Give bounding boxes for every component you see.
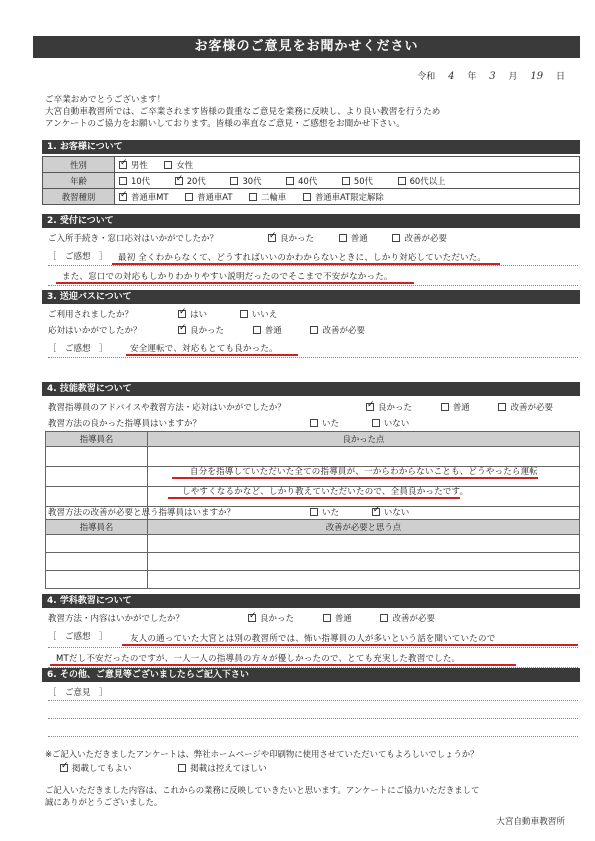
school-signature: 大宮自動車教習所	[496, 817, 565, 827]
option-label: 普通	[350, 234, 368, 244]
checkbox-icon[interactable]	[303, 193, 311, 201]
option-label: いた	[322, 419, 340, 429]
table-row	[46, 553, 580, 571]
checkbox-icon[interactable]	[230, 177, 238, 185]
option-decline[interactable]	[178, 762, 267, 774]
closing-line: 誠にありがとうございました。	[45, 797, 163, 807]
bus-service-question: 応対はいかがでしたか？	[48, 326, 142, 336]
table-cell[interactable]	[148, 535, 580, 553]
highlight-underline	[56, 282, 414, 284]
option-60s-plus[interactable]	[398, 175, 446, 187]
table-row	[43, 189, 580, 205]
comment-label: ［ ご感想 ］	[48, 632, 108, 642]
table-row	[43, 157, 580, 173]
row-label-gender: 性別	[43, 157, 115, 173]
closing-message	[45, 784, 575, 808]
checkbox-icon[interactable]	[240, 310, 248, 318]
row-label-course: 教習種別	[43, 189, 115, 205]
checkbox-icon[interactable]	[310, 508, 318, 516]
table-cell[interactable]	[46, 467, 148, 487]
column-header-instructor: 指導員名	[46, 432, 148, 447]
section-header-classroom-lessons: 4. 学科教習について	[42, 594, 580, 608]
checkbox-icon[interactable]	[119, 193, 127, 201]
option-label: 普通車AT限定解除	[314, 191, 384, 202]
option-at-limit[interactable]	[303, 191, 384, 203]
classroom-options	[248, 612, 449, 624]
reception-question: ご入所手続き・窓口応対はいかがでしたか？	[48, 234, 219, 244]
table-cell[interactable]	[148, 553, 580, 571]
checkbox-icon[interactable]	[398, 177, 406, 185]
section-header-other-comments: 6. その他、ご意見等ございましたらご記入下さい	[42, 668, 580, 682]
option-label: 普通車MT	[131, 191, 169, 202]
bus-service-options	[178, 324, 379, 336]
table-cell[interactable]	[46, 535, 148, 553]
checkbox-icon[interactable]	[339, 234, 347, 242]
option-30s[interactable]	[230, 175, 261, 187]
dotted-line[interactable]	[48, 718, 578, 719]
option-label: 普通	[264, 326, 282, 336]
checkbox-icon[interactable]	[323, 614, 331, 622]
option-good[interactable]	[268, 232, 314, 244]
option-label: 男性	[131, 159, 148, 170]
table-cell[interactable]	[148, 447, 580, 467]
table-row	[46, 447, 580, 467]
table-cell[interactable]	[46, 447, 148, 467]
date-line	[417, 69, 565, 82]
option-good[interactable]	[178, 324, 224, 336]
option-label: 掲載は控えてほしい	[190, 764, 267, 774]
checkbox-icon[interactable]	[178, 764, 186, 772]
checkbox-icon[interactable]	[119, 177, 127, 185]
option-label: 改善が必要	[404, 234, 447, 244]
classroom-comment-line[interactable]: 友人の通っていた大宮とは別の教習所では、怖い指導員の人が多いという話を聞いていたので	[130, 634, 496, 644]
option-allow[interactable]	[60, 762, 132, 774]
checkbox-icon[interactable]	[372, 508, 380, 516]
option-male[interactable]	[119, 159, 148, 171]
section-header-shuttle-bus: 3. 送迎バスについて	[42, 290, 580, 304]
improve-instructor-table	[45, 519, 580, 589]
highlight-underline	[122, 644, 578, 646]
option-label: いない	[383, 508, 410, 518]
date-day[interactable]: 19	[530, 71, 544, 82]
option-label: 40代	[298, 175, 318, 186]
good-instructor-options	[310, 417, 423, 429]
comment-label: ［ ご感想 ］	[48, 344, 108, 354]
option-no[interactable]	[372, 417, 410, 429]
option-label: 普通	[452, 403, 470, 413]
customer-table	[42, 156, 580, 205]
table-cell[interactable]	[46, 571, 148, 589]
age-options	[115, 173, 580, 189]
option-motorcycle[interactable]	[249, 191, 286, 203]
option-label: 30代	[242, 175, 262, 186]
option-needs-improvement[interactable]	[310, 324, 365, 336]
checkbox-icon[interactable]	[249, 193, 257, 201]
permission-options	[60, 762, 281, 774]
good-points-comment-line[interactable]: しやすくなるかなど、しかり教えていただいたので、全員良かったです。	[182, 487, 469, 497]
checkbox-icon[interactable]	[119, 161, 127, 169]
highlight-underline	[172, 477, 538, 479]
checkbox-icon[interactable]	[380, 614, 388, 622]
option-label: 改善が必要	[510, 403, 553, 413]
option-label: 改善が必要	[392, 614, 435, 624]
option-label: 普通	[334, 614, 352, 624]
dotted-line	[48, 647, 578, 648]
option-label: 50代	[353, 175, 373, 186]
table-cell[interactable]	[148, 571, 580, 589]
date-year[interactable]: 4	[448, 71, 455, 82]
checkbox-icon[interactable]	[310, 326, 318, 334]
dotted-line[interactable]	[48, 736, 578, 737]
option-yes[interactable]	[178, 308, 207, 320]
date-era: 令和	[417, 72, 436, 82]
option-good[interactable]	[248, 612, 294, 624]
option-10s[interactable]	[119, 175, 150, 187]
section-header-driving-lessons: 4. 技能教習について	[42, 382, 580, 396]
comment-label: ［ ご感想 ］	[48, 252, 108, 262]
option-normal[interactable]	[253, 324, 282, 336]
option-label: 10代	[131, 175, 151, 186]
bus-comment[interactable]: 安全運転で、対応もとても良かった。	[130, 344, 278, 354]
checkbox-icon[interactable]	[366, 403, 374, 411]
checkbox-icon[interactable]	[342, 177, 350, 185]
dotted-line	[48, 357, 578, 358]
option-label: 普通車AT	[197, 191, 233, 202]
option-normal[interactable]	[323, 612, 352, 624]
option-normal[interactable]	[441, 401, 470, 413]
option-mt[interactable]	[119, 191, 168, 203]
date-month-unit: 月	[508, 72, 518, 82]
greeting-line: ご卒業おめでとうございます！	[45, 95, 166, 105]
option-label: 良かった	[190, 326, 225, 336]
table-cell[interactable]	[46, 553, 148, 571]
dotted-line	[48, 265, 578, 266]
column-header-instructor: 指導員名	[46, 520, 148, 535]
date-year-unit: 年	[467, 72, 477, 82]
option-label: はい	[190, 310, 208, 320]
column-header-improvement-points: 改善が必要と思う点	[148, 520, 580, 535]
good-instructor-question: 教習方法の良かった指導員はいますか？	[48, 419, 202, 429]
checkbox-icon[interactable]	[372, 419, 380, 427]
option-label: 掲載してもよい	[72, 764, 132, 774]
checkbox-icon[interactable]	[185, 193, 193, 201]
option-at[interactable]	[185, 191, 232, 203]
highlight-underline	[126, 354, 298, 356]
option-label: 良かった	[280, 234, 315, 244]
option-label: 20代	[186, 175, 206, 186]
permission-question: ※ご記入いただきましたアンケートは、弊社ホームページや印刷物に使用させていただいてもよろしいでしょうか？	[45, 749, 479, 759]
section-header-reception: 2. 受付について	[42, 214, 580, 228]
checkbox-icon[interactable]	[60, 764, 68, 772]
highlight-underline	[50, 664, 516, 666]
reception-options	[268, 232, 461, 244]
bus-usage-options	[178, 308, 291, 320]
date-month[interactable]: 3	[489, 71, 496, 82]
greeting-line: 大宮自動車教習所では、ご卒業されます皆様の貴重なご意見を業務に反映し、より良い教習を行うため	[45, 107, 441, 117]
row-label-age: 年齢	[43, 173, 115, 189]
improve-instructor-options	[310, 506, 423, 518]
checkbox-icon[interactable]	[248, 614, 256, 622]
option-label: 60代以上	[409, 175, 446, 186]
improve-instructor-question: 教習方法の改善が必要と思う指導員はいますか？	[48, 508, 236, 518]
option-20s[interactable]	[175, 175, 206, 187]
option-needs-improvement[interactable]	[380, 612, 435, 624]
option-normal[interactable]	[339, 232, 368, 244]
comment-label: ［ ご意見 ］	[48, 688, 108, 698]
classroom-question: 教習方法・内容はいかがでしたか？	[48, 614, 185, 624]
option-label: いない	[383, 419, 410, 429]
checkbox-icon[interactable]	[164, 161, 172, 169]
page-title: お客様のご意見をお聞かせください	[33, 36, 580, 58]
option-yes[interactable]	[310, 417, 339, 429]
option-label: いた	[322, 508, 340, 518]
bus-usage-question: ご利用されましたか？	[48, 310, 134, 320]
table-header-row	[46, 432, 580, 447]
reception-comment-line[interactable]: また、窓口での対応もしかりわかりやすい説明だったのでそこまで不安がなかった。	[62, 272, 393, 282]
checkbox-icon[interactable]	[392, 234, 400, 242]
table-row	[43, 173, 580, 189]
reception-comment-line[interactable]: 最初 全くわからなくて、どうすればいいのかわからないときに、しかり対応していただいた。	[118, 253, 487, 263]
option-label: いいえ	[251, 310, 278, 320]
option-needs-improvement[interactable]	[392, 232, 447, 244]
option-needs-improvement[interactable]	[498, 401, 553, 413]
checkbox-icon[interactable]	[268, 234, 276, 242]
option-good[interactable]	[366, 401, 412, 413]
checkbox-icon[interactable]	[178, 326, 186, 334]
gender-options	[115, 157, 580, 173]
checkbox-icon[interactable]	[178, 310, 186, 318]
option-40s[interactable]	[286, 175, 317, 187]
option-yes[interactable]	[310, 506, 339, 518]
closing-line: ご記入いただきました内容は、これからの業務に反映していきたいと思います。アンケートにご協力いただきまして	[45, 785, 480, 795]
course-options	[115, 189, 580, 205]
table-cell[interactable]	[46, 487, 148, 507]
option-label: 良かった	[378, 403, 413, 413]
table-row	[46, 535, 580, 553]
option-label: 二輪車	[261, 191, 287, 202]
option-50s[interactable]	[342, 175, 373, 187]
option-female[interactable]	[164, 159, 193, 171]
section-header-customer: 1. お客様について	[42, 140, 580, 154]
good-points-comment-line[interactable]: 自分を指導していただいた全ての指導員が、一からわからないことも、どうやったら運転	[190, 467, 539, 477]
checkbox-icon[interactable]	[441, 403, 449, 411]
greeting-line: アンケートのご協力をお願いしております。皆様の率直なご意見・ご感想をお聞かせ下さい。	[45, 119, 405, 129]
table-row	[46, 571, 580, 589]
instructor-options	[366, 401, 553, 413]
option-label: 改善が必要	[322, 326, 365, 336]
option-label: 良かった	[260, 614, 295, 624]
checkbox-icon[interactable]	[310, 419, 318, 427]
table-header-row	[46, 520, 580, 535]
checkbox-icon[interactable]	[253, 326, 261, 334]
instructor-question: 教習指導員のアドバイスや教習方法・応対はいかがでしたか？	[48, 403, 286, 413]
date-day-unit: 日	[555, 72, 565, 82]
checkbox-icon[interactable]	[498, 403, 506, 411]
highlight-underline	[168, 497, 460, 499]
option-no[interactable]	[240, 308, 278, 320]
option-label: 女性	[176, 159, 194, 170]
dotted-line	[48, 285, 578, 286]
dotted-line[interactable]	[48, 700, 578, 701]
greeting	[45, 94, 575, 130]
checkbox-icon[interactable]	[286, 177, 294, 185]
option-no[interactable]	[372, 506, 410, 518]
column-header-good-points: 良かった点	[148, 432, 580, 447]
checkbox-icon[interactable]	[175, 177, 183, 185]
classroom-comment-line[interactable]: MTだし不安だったのですが、一人一人の指導員の方々が優しかったので、とても充実した教習でした。	[56, 654, 461, 664]
